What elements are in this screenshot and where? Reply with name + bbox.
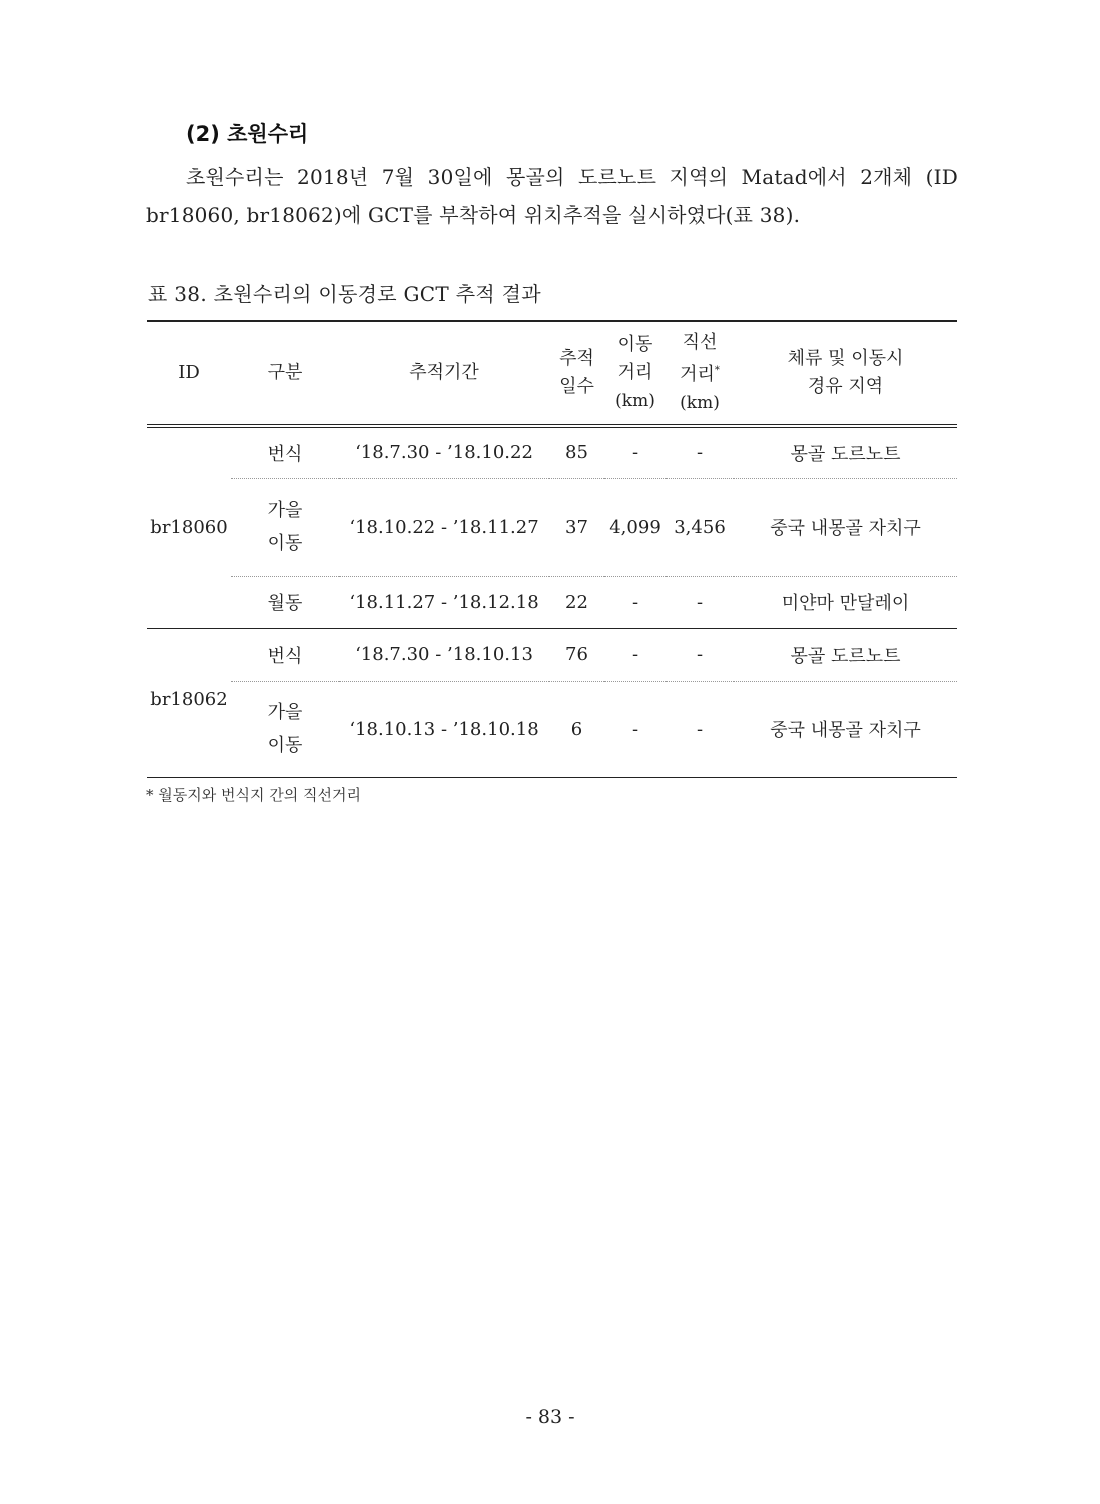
- cell-type: 번식: [231, 628, 339, 681]
- table-row: [147, 576, 957, 628]
- cell-period: ‘18.11.27 - ’18.12.18: [339, 576, 549, 628]
- cell-type: [231, 478, 339, 576]
- cell-period: ‘18.10.22 - ’18.11.27: [339, 478, 549, 576]
- cell-type: 번식: [231, 426, 339, 478]
- cell-region: 미얀마 만달레이: [734, 576, 957, 628]
- cell-type-line2: 이동: [267, 533, 303, 554]
- cell-region: 몽골 도르노트: [734, 628, 957, 681]
- cell-period: ‘18.10.13 - ’18.10.18: [339, 681, 549, 777]
- cell-days: 37: [549, 478, 604, 576]
- cell-straight: -: [666, 628, 734, 681]
- page-number: - 83 -: [525, 1406, 575, 1428]
- cell-straight: -: [666, 681, 734, 777]
- cell-days: 85: [549, 426, 604, 478]
- header-id: ID: [147, 321, 231, 426]
- cell-straight: -: [666, 576, 734, 628]
- cell-region: 중국 내몽골 자치구: [734, 681, 957, 777]
- cell-move: -: [604, 628, 666, 681]
- header-days: [549, 321, 604, 426]
- header-straight-distance: [666, 321, 734, 426]
- cell-region: 몽골 도르노트: [734, 426, 957, 478]
- cell-move: -: [604, 426, 666, 478]
- header-move-line2: 거리: [617, 362, 653, 383]
- cell-period: ‘18.7.30 - ’18.10.13: [339, 628, 549, 681]
- cell-id: br18060: [147, 426, 231, 628]
- cell-period: ‘18.7.30 - ’18.10.22: [339, 426, 549, 478]
- header-straight-unit: (km): [680, 393, 720, 413]
- table-row: [147, 628, 957, 681]
- table-row: [147, 426, 957, 478]
- header-days-line2: 일수: [559, 376, 594, 397]
- header-straight-line2-wrap: [666, 357, 734, 389]
- cell-days: 76: [549, 628, 604, 681]
- header-region-line1: 체류 및 이동시: [787, 348, 904, 369]
- table-footnote: * 월동지와 번식지 간의 직선거리: [146, 786, 361, 804]
- header-days-line1: 추적: [559, 348, 594, 369]
- cell-type-line2: 이동: [267, 735, 303, 756]
- cell-move: -: [604, 576, 666, 628]
- cell-region: 중국 내몽골 자치구: [734, 478, 957, 576]
- cell-type: 월동: [231, 576, 339, 628]
- cell-days: 6: [549, 681, 604, 777]
- table-header-row: [147, 321, 957, 426]
- section-title: (2) 초원수리: [186, 122, 309, 146]
- cell-id: br18062: [147, 628, 231, 777]
- cell-move: -: [604, 681, 666, 777]
- table-caption: 표 38. 초원수리의 이동경로 GCT 추적 결과: [148, 282, 541, 306]
- header-move-distance: [604, 321, 666, 426]
- cell-type-line1: 가을: [267, 500, 303, 521]
- cell-days: 22: [549, 576, 604, 628]
- header-straight-line1: 직선: [682, 332, 718, 353]
- cell-move: 4,099: [604, 478, 666, 576]
- header-region-line2: 경유 지역: [807, 376, 884, 397]
- footnote-mark: *: [714, 365, 720, 376]
- header-straight-line2: 거리: [680, 364, 715, 385]
- table-row: [147, 478, 957, 576]
- header-period: 추적기간: [339, 321, 549, 426]
- cell-straight: 3,456: [666, 478, 734, 576]
- tracking-table: [147, 320, 957, 778]
- header-move-unit: (km): [615, 391, 655, 411]
- header-region: [734, 321, 957, 426]
- table-row: [147, 681, 957, 777]
- header-type: 구분: [231, 321, 339, 426]
- body-paragraph: 초원수리는 2018년 7월 30일에 몽골의 도르노트 지역의 Matad에서 2개체 (ID br18060, br18062)에 GCT를 부착하여 위치추적을 실시하였다(표 38).: [146, 165, 958, 227]
- cell-straight: -: [666, 426, 734, 478]
- header-move-line1: 이동: [617, 334, 653, 355]
- cell-type-line1: 가을: [267, 702, 303, 723]
- cell-type: [231, 681, 339, 777]
